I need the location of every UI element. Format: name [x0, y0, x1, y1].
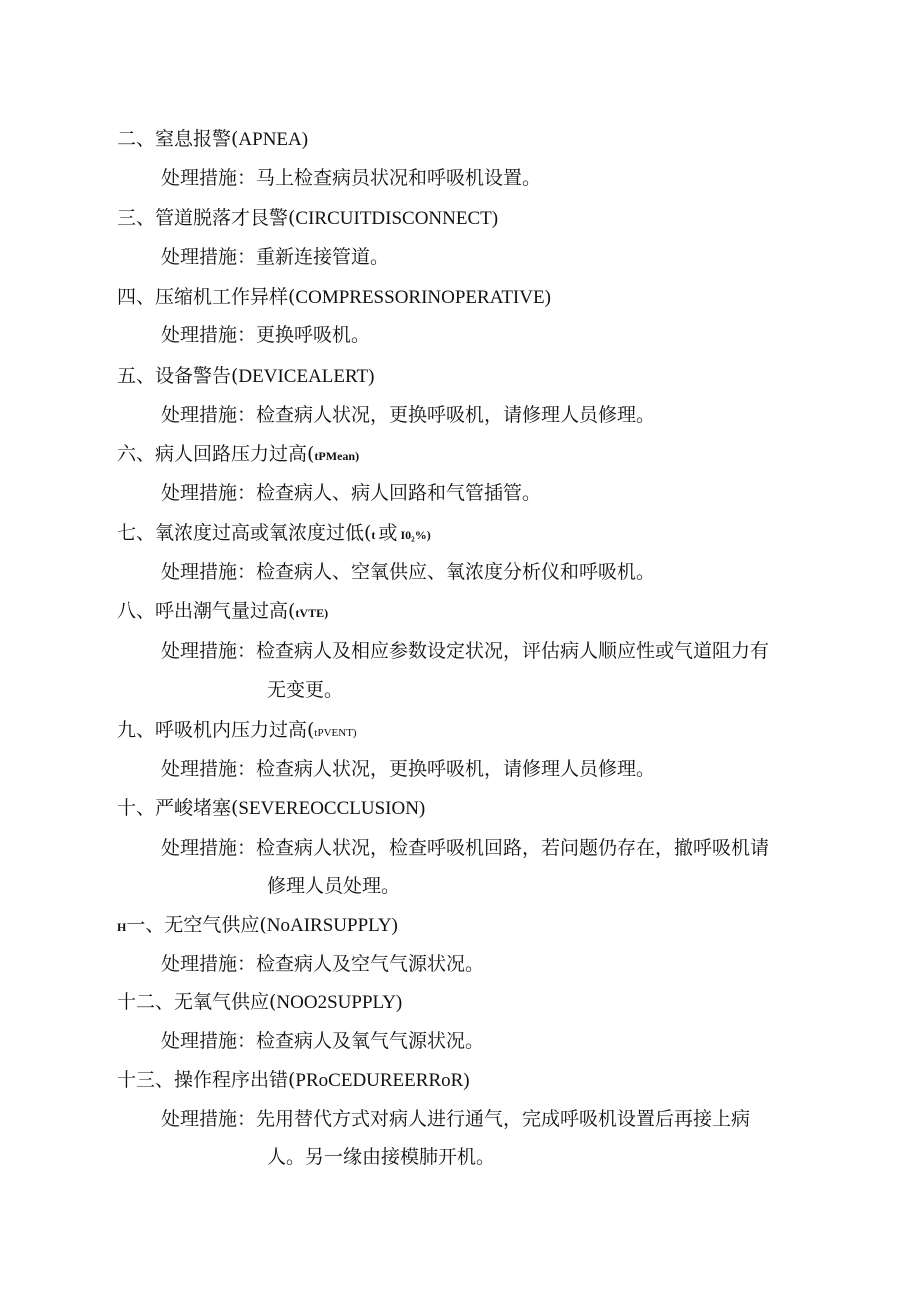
heading-code: tPVENT) — [314, 727, 357, 739]
heading-prefix: H — [117, 920, 127, 934]
alarm-heading-severe-occlusion — [117, 796, 425, 821]
measure-no-o2-supply: 处理措施：检查病人及氧气气源状况。 — [161, 1030, 485, 1052]
heading-code-b: I0₂%) — [397, 528, 431, 542]
measure-no-air-supply: 处理措施：检查病人及空气气源状况。 — [161, 953, 485, 975]
heading-code: CIRCUITDISCONNECT) — [295, 208, 499, 229]
heading-text: 十二、无氧气供应( — [117, 991, 277, 1013]
alarm-heading-device-alert — [117, 364, 374, 389]
measure-pmean: 处理措施：检查病人、病人回路和气管插管。 — [161, 482, 542, 504]
measure-device-alert: 处理措施：检查病人状况，更换呼吸机，请修理人员修理。 — [161, 404, 656, 426]
alarm-heading-compressor — [117, 285, 551, 310]
heading-text: 二、窒息报警( — [117, 128, 239, 150]
heading-code: APNEA) — [238, 129, 309, 150]
heading-text: 十、严峻堵塞( — [117, 797, 239, 819]
measure-vte-continuation: 无变更。 — [267, 679, 344, 701]
heading-code: NOO2SUPPLY) — [276, 992, 403, 1013]
alarm-heading-no-o2-supply — [117, 990, 402, 1015]
heading-text: 三、管道脱落才艮警( — [117, 207, 296, 229]
heading-text: 五、设备警告( — [117, 365, 239, 387]
heading-text: 七、氧浓度过高或氧浓度过低( — [117, 522, 372, 544]
heading-text: 九、呼吸机内压力过高( — [117, 719, 315, 741]
measure-o2: 处理措施：检查病人、空氧供应、氧浓度分析仪和呼吸机。 — [161, 561, 656, 583]
alarm-heading-apnea — [117, 127, 308, 152]
heading-code: tPMean) — [314, 449, 360, 463]
heading-code: COMPRESSORINOPERATIVE) — [295, 287, 551, 308]
measure-procedure-error-continuation: 人。另一缘由接模肺开机。 — [267, 1146, 496, 1168]
heading-code: tVTE) — [295, 606, 329, 620]
heading-text: 四、压缩机工作异样( — [117, 286, 296, 308]
measure-severe-occlusion-continuation: 修理人员处理。 — [267, 875, 401, 897]
heading-mid: 或 — [378, 522, 398, 544]
alarm-heading-no-air-supply — [117, 913, 398, 939]
measure-compressor: 处理措施：更换呼吸机。 — [161, 324, 371, 346]
measure-vte: 处理措施：检查病人及相应参数设定状况，评估病人顺应性或气道阻力有 — [161, 640, 770, 662]
alarm-heading-procedure-error — [117, 1068, 470, 1093]
alarm-heading-pvent — [117, 718, 357, 745]
heading-code: NoAIRSUPPLY) — [266, 915, 398, 936]
heading-code: DEVICEALERT) — [238, 366, 375, 387]
heading-code-a: t — [371, 528, 379, 542]
heading-text: 六、病人回路压力过高( — [117, 443, 315, 465]
alarm-heading-pmean — [117, 442, 359, 468]
heading-text: 十三、操作程序出错( — [117, 1069, 296, 1091]
measure-apnea: 处理措施：马上检查病员状况和呼吸机设置。 — [161, 167, 542, 189]
measure-circuit-disconnect: 处理措施：重新连接管道。 — [161, 246, 390, 268]
measure-pvent: 处理措施：检查病人状况，更换呼吸机，请修理人员修理。 — [161, 758, 656, 780]
alarm-heading-circuit-disconnect — [117, 206, 498, 231]
measure-severe-occlusion: 处理措施：检查病人状况，检查呼吸机回路，若问题仍存在，撤呼吸机请 — [161, 837, 770, 859]
alarm-heading-vte — [117, 599, 328, 625]
heading-text: 八、呼出潮气量过高( — [117, 600, 296, 622]
measure-procedure-error: 处理措施：先用替代方式对病人进行通气，完成呼吸机设置后再接上病 — [161, 1108, 751, 1130]
heading-code: PRoCEDUREERRoR) — [295, 1070, 470, 1091]
alarm-heading-o2 — [117, 521, 431, 547]
heading-text: 一、无空气供应( — [126, 914, 267, 936]
heading-code: SEVEREOCCLUSION) — [238, 798, 426, 819]
